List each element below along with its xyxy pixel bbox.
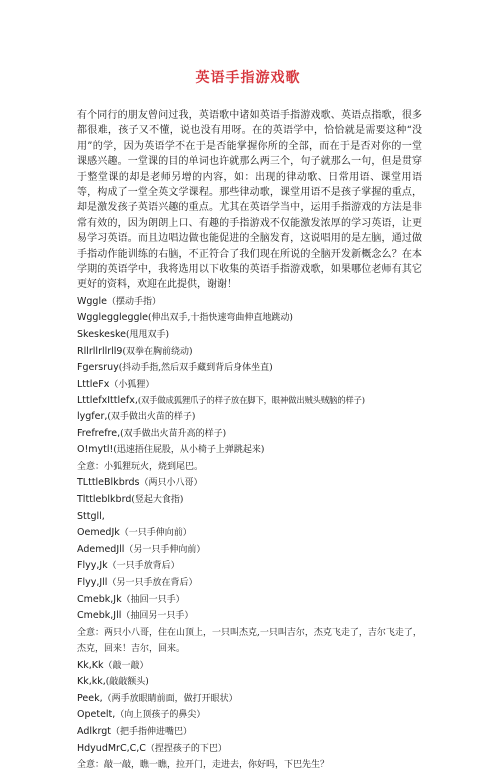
- page-title: 英语手指游戏歌: [195, 70, 301, 86]
- song-line: [77, 757, 422, 774]
- song-line-english: Rllrllrllrll9: [77, 345, 123, 357]
- song-line-chinese: （捏捏孩子的下巴）: [145, 743, 227, 754]
- song-line: [77, 393, 422, 409]
- song-line: [77, 310, 422, 327]
- song-line-chinese: （另一只手伸向前）: [124, 544, 206, 555]
- song-line-english: OemedJk: [77, 527, 120, 539]
- song-line: [77, 409, 422, 426]
- song-line-chinese: (抖动手指,然后双手藏到背后身体坐直): [118, 363, 273, 374]
- song-line: [77, 608, 422, 625]
- song-line-chinese: （抽回另一只手）: [121, 611, 194, 622]
- song-line: [77, 558, 422, 575]
- song-line-chinese: （小狐狸）: [109, 379, 155, 390]
- song-line-english: Opetelt,: [77, 709, 116, 721]
- song-line-chinese: (双手做出火苗的样子): [107, 412, 196, 423]
- song-line-chinese: (双手做出火苗升高的样子): [120, 428, 227, 439]
- song-line-chinese: （抽回一只手）: [121, 594, 185, 605]
- intro-paragraph: 有个同行的朋友曾问过我，英语歌中诸如英语手指游戏歌、英语点指歌，很多都很难，孩子又不懂，说也没有用呀。在的英语学中，恰恰就是需要这种“没用”的学，因为英语学不在于是否能掌握你所的全部，而在于是否对你的一堂课感兴趣。一堂课的目的单词也许就那么两三个，句子就那么一句，但是贯穿于整堂课的却是老师另增的内容，如：出现的律动歌、日常用语、课堂用语等，构成了一堂全英文学课程。那些律动歌，课堂用语不是孩子掌握的重点，却是激发孩子英语兴趣的重点。尤其在英语学当中，运用手指游戏的方法是非常有效的，因为朗朗上口、有趣的手指游戏不仅能激发浓厚的学习英语，让更易学习英语。而且边唱边做也能促进的全脑发育，这说唱用的是左脑，通过做手指动作能训练的右脑，不正符合了我们现在所说的全脑开发新概念么？在本学期的英语学中，我将选用以下收集的英语手指游戏歌，如果哪位老师有其它更好的资料，欢迎在此提供，谢谢！: [77, 110, 422, 291]
- song-line-chinese: 全意：敲一敲，瞧一瞧，拉开门，走进去，你好吗，下巴先生？: [77, 760, 330, 771]
- song-line-chinese: (甩甩双手): [125, 330, 169, 341]
- song-line-english: Tlttleblkbrd: [77, 494, 132, 505]
- song-line-english: Flyy,Jk: [77, 560, 108, 572]
- song-line-chinese: (迅速捂住屁股，从小椅子上弹跳起来): [113, 445, 265, 456]
- document-body: [77, 108, 422, 774]
- song-line-english: Skeskeske: [77, 329, 126, 341]
- song-line-chinese: (伸出双手,十指快速弯曲伸直地跳动): [148, 313, 293, 324]
- song-line: [77, 509, 422, 526]
- song-line: [77, 492, 422, 509]
- song-line: [77, 741, 422, 758]
- song-line-chinese: （两只小八哥）: [139, 478, 203, 489]
- song-line: [77, 658, 422, 675]
- song-line: [77, 377, 422, 394]
- song-line-chinese: （两手放眼睛前面，做打开眼状）: [102, 693, 238, 704]
- song-line-english: LttlefxIttlefx,: [77, 395, 138, 407]
- song-line: [77, 360, 422, 377]
- song-line-english: O!mytl!: [77, 444, 114, 456]
- song-line: [77, 426, 422, 443]
- song-line-chinese: (敲敲额头): [105, 677, 149, 688]
- song-line-english: Flyy,Jll: [77, 576, 108, 588]
- song-line-english: Kk,Kk: [77, 659, 104, 671]
- song-line-chinese: （一只手伸向前）: [119, 528, 192, 539]
- song-line-english: Cmebk,Jll: [77, 610, 122, 622]
- song-line-english: lygfer,: [77, 411, 108, 423]
- song-line-chinese: （另一只手放在背后）: [107, 577, 198, 588]
- song-line-chinese: (双手做成狐狸爪子的样子放在脚下，眼神做出贼头贼脑的样子): [137, 395, 365, 406]
- song-line: [77, 592, 422, 609]
- song-line: [77, 542, 422, 559]
- song-line-english: Frefrefre,: [77, 427, 121, 439]
- song-line-chinese: (双拳在胸前绕动): [122, 346, 193, 357]
- song-line-chinese: （把手指伸进嘴巴）: [111, 726, 193, 737]
- song-line-chinese: （摆动手指）: [106, 296, 161, 307]
- song-line: [77, 707, 422, 724]
- song-line-chinese: (竖起大食指): [131, 495, 184, 505]
- song-line: [77, 459, 422, 476]
- song-line: [77, 575, 422, 592]
- song-line: [77, 674, 422, 691]
- song-line: [77, 625, 422, 658]
- song-line-english: Wggleggleggle: [77, 312, 149, 324]
- song-line-english: LttleFx: [77, 378, 110, 390]
- song-line: [77, 724, 422, 741]
- song-line: [77, 475, 422, 492]
- song-line: [77, 344, 422, 361]
- song-line-english: Wggle: [77, 295, 107, 307]
- song-line-english: AdemedJll: [77, 543, 125, 555]
- song-line-chinese: 全意：小狐狸玩火，烧到尾巴。: [77, 461, 204, 472]
- song-line-english: HdyudMrC,C,C: [77, 742, 146, 754]
- song-line-chinese: （一只手放背后）: [107, 561, 180, 572]
- song-line-english: Peek,: [77, 692, 103, 704]
- song-line-english: Kk,kk,: [77, 676, 106, 688]
- song-line: [77, 294, 422, 311]
- song-line-english: Adlkrgt: [77, 725, 111, 737]
- song-line-english: TLttleBlkbrds: [77, 477, 140, 489]
- song-line: [77, 691, 422, 708]
- song-line-english: Sttgll,: [77, 510, 105, 522]
- song-line-chinese: 全意：两只小八哥，住在山顶上，一只叫杰克,一只叫吉尔，杰克飞走了，吉尔飞走了，杰克，回来！吉尔，回来。: [77, 627, 422, 655]
- song-line-chinese: （敲一敲）: [103, 660, 149, 671]
- song-line: [77, 442, 422, 459]
- song-line: [77, 327, 422, 344]
- song-line: [77, 525, 422, 542]
- song-line-english: Cmebk,Jk: [77, 593, 122, 605]
- song-line-english: Fgersruy: [77, 362, 119, 374]
- song-line-chinese: （向上顶孩子的鼻尖）: [115, 710, 206, 721]
